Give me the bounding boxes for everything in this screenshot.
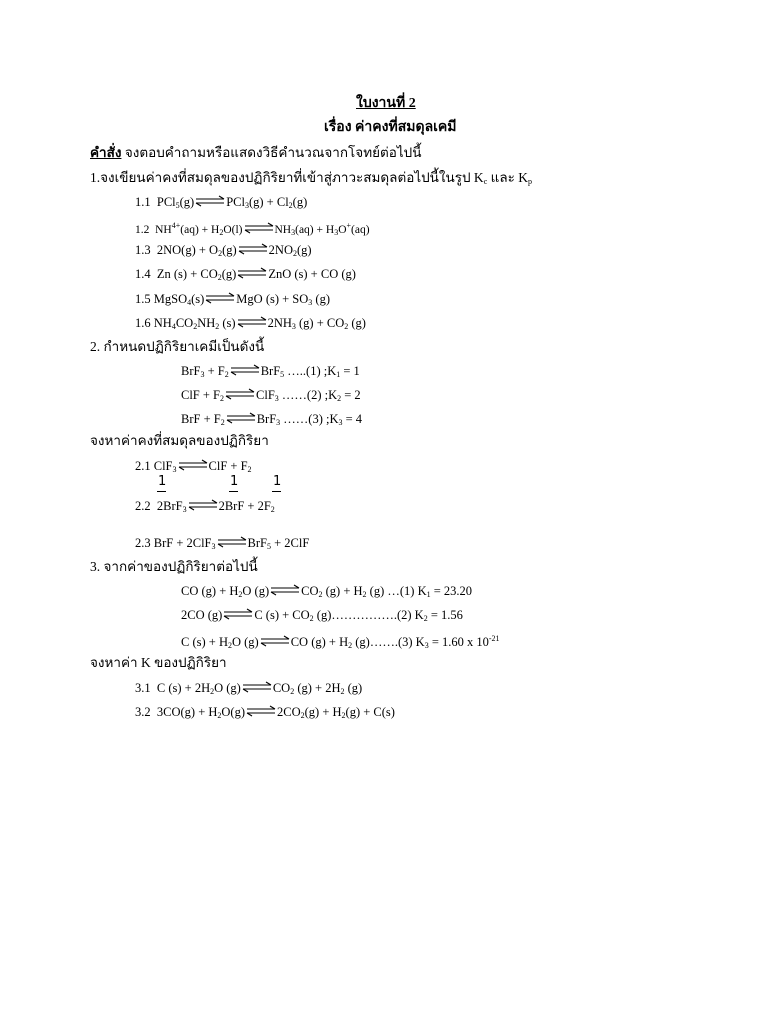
q2-reaction-3: BrF + $F_2$ BrF$_3$ ……(3) $;K_3 = 4$ [181,412,363,427]
q3-reaction-3: C $(s) + H_2O$ (g) CO $(g) + H_2$ (g)…….(3) $K_3 = 1.60$ x $10^{-21}$ [181,634,500,650]
equilibrium-arrow-icon [188,499,218,511]
equilibrium-arrow-icon [205,292,235,304]
equilibrium-arrow-icon [242,681,272,693]
q1-item-4: 1.4 Zn $(s) + CO_2(g)$ ZnO (s) + CO (g) [135,267,356,282]
q2-item-1: 2.1 ClF$_3$ ClF + $F_2$ [135,459,252,474]
fraction-bar [157,491,166,492]
q2-reaction-1: $BrF_3 + F_2$ BrF$_5$ …..(1) $;K_1 = 1$ [181,364,360,379]
instructions [90,145,421,161]
worksheet-title: ใบงานที่ 2 [356,96,416,111]
fraction-numerator: 1 [273,474,282,489]
fraction-bar [229,491,238,492]
equilibrium-arrow-icon [225,388,255,400]
q1-item-5: 1.5 MgSO$_4$(s) MgO $(s) + SO_3$ (g) [135,292,330,307]
equilibrium-arrow-icon [195,195,225,207]
equilibrium-arrow-icon [237,316,267,328]
q3-ask: จงหาค่า K ของปฏิกิริยา [90,655,227,670]
instructions-text: จงตอบคำถามหรือแสดงวิธีคำนวณจากโจทย์ต่อไปนี้ [124,145,422,160]
q1-item-6: 1.6 $NH_4CO_2NH_2$ (s) $2NH_3$ $(g) + CO_2$ (g) [135,316,366,331]
q3-item-1: 3.1 C $(s) + 2H_2O$ (g) $CO_2$ $(g) + 2H_2$ (g) [135,681,363,696]
fraction-bar [272,491,281,492]
q1-prompt: 1.จงเขียนค่าคงที่สมดุลของปฏิกิริยาที่เข้าสู่ภาวะสมดุลต่อไปนี้ในรูป $K_c$ และ $K_p$ [90,170,532,186]
equilibrium-arrow-icon [237,267,267,279]
q3-reaction-2: 2CO (g) C $(s) + CO_2$ (g)…………….(2) $K_2 = 1.56$ [181,608,463,623]
q2-item-3: 2.3 BrF + 2ClF$_3$ BrF$_5$ + 2ClF [135,536,310,551]
equilibrium-arrow-icon [178,459,208,471]
equilibrium-arrow-icon [244,222,274,234]
equilibrium-arrow-icon [226,412,256,424]
q3-reaction-1: CO $(g) + H_2O$ (g) $CO_2$ $(g) + H_2$ (g) …(1) $K_1 = 23.20$ [181,584,473,599]
q2-ask: จงหาค่าคงที่สมดุลของปฏิกิริยา [90,433,269,448]
worksheet-subtitle: เรื่อง ค่าคงที่สมดุลเคมี [324,120,457,135]
equilibrium-arrow-icon [217,536,247,548]
equilibrium-arrow-icon [246,705,276,717]
q2-prompt: 2. กำหนดปฏิกิริยาเคมีเป็นดังนี้ [90,339,265,354]
equilibrium-arrow-icon [223,608,253,620]
q3-item-2: 3.2 $3CO(g) + H_2O(g) 2CO_2(g) + H_2(g) + C(s)$ [135,705,395,720]
fraction-numerator: 1 [158,474,167,489]
q1-item-1: 1.1 PCl$_5$(g) $PCl_3(g) + Cl_2(g)$ [135,195,308,210]
q2-reaction-2: ClF + $F_2$ ClF$_3$ ……(2) $;K_2 = 2$ [181,388,361,403]
equilibrium-arrow-icon [238,243,268,255]
equilibrium-arrow-icon [230,364,260,376]
equilibrium-arrow-icon [260,635,290,647]
equilibrium-arrow-icon [270,584,300,596]
q2-item-2: 2.2 2BrF$_3$ $2BrF + 2F_2$ [135,499,275,514]
q3-prompt: 3. จากค่าของปฏิกิริยาต่อไปนี้ [90,559,258,574]
q1-item-2: 1.2 $NH^{4+}(aq) + H_2O(l) NH_3(aq) + H_3O^+(aq)$ [135,221,370,237]
q1-item-3: 1.3 $2NO(g) + O_2(g)$ $2NO_2(g)$ [135,243,312,258]
fraction-numerator: 1 [230,474,239,489]
instructions-label: คำสั่ง [90,145,122,160]
